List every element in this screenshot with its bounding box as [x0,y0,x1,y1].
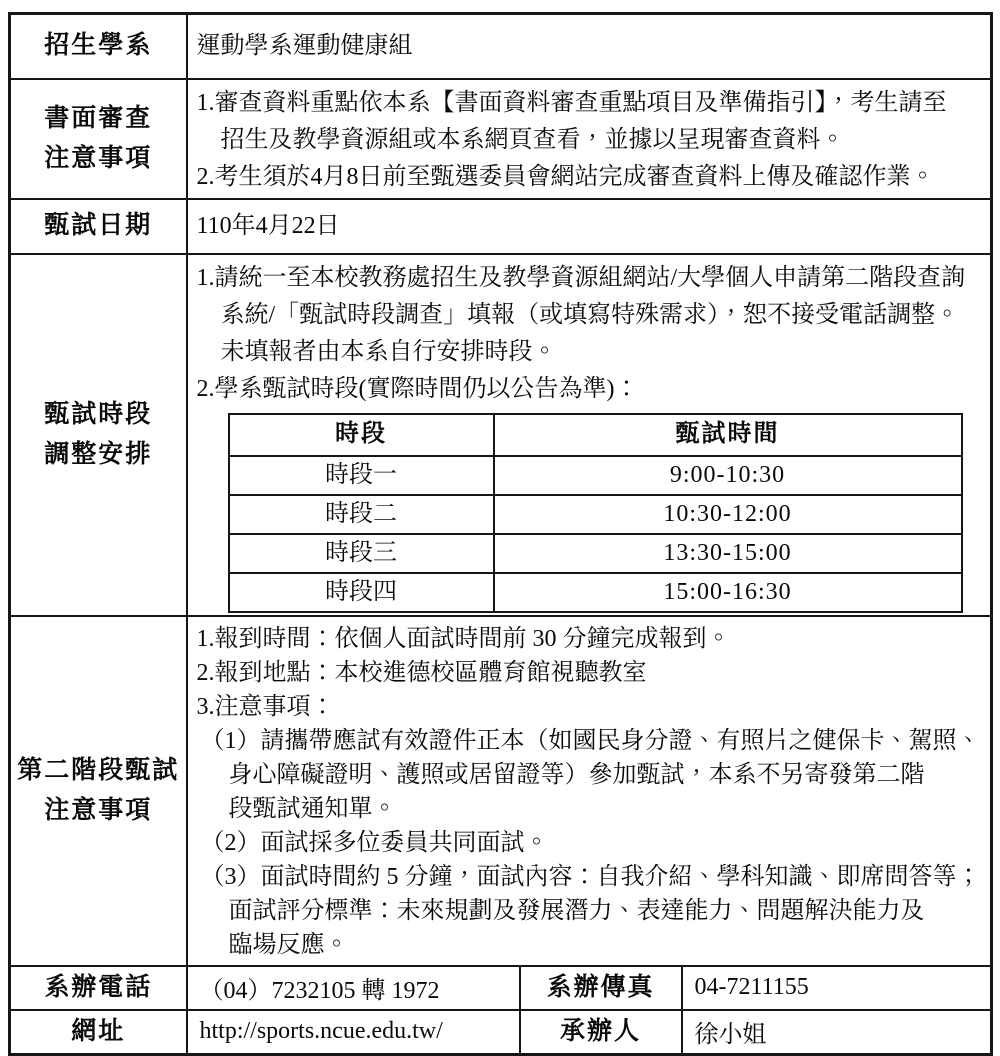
label-text: 甄試日期 [44,212,153,239]
label-text-line1: 甄試時段 [44,400,153,428]
label-office-phone [10,966,187,1010]
label-text: 系辦電話 [44,973,153,1001]
schedule-slot-name: 時段二 [229,495,494,534]
schedule-slot-time: 9:00-10:30 [494,456,962,495]
exam-date-text: 110年4月22日 [196,212,340,239]
label-text-line2: 注意事項 [44,144,153,172]
schedule-slot-name: 時段三 [229,534,494,573]
value-document-review-notes [187,79,992,199]
text-line: 1.審查資料重點依本系【書面資料審查重點項目及準備指引】，考生請至 [196,89,947,116]
text-line: 1.報到時間：依個人面試時間前 30 分鐘完成報到。 [196,625,731,652]
schedule-slot-time: 15:00-16:30 [494,573,962,612]
label-text-line2: 注意事項 [44,796,153,824]
label-text: 系辦傳真 [546,973,655,1001]
row-website-contact-person [10,1010,992,1055]
value-office-fax: 04-7211155 [682,966,992,1010]
value-website-url: http://sports.ncue.edu.tw/ [187,1010,520,1055]
admission-info-table [8,12,993,1056]
row-exam-date [10,199,992,254]
label-admission-department [10,14,187,79]
label-exam-session-arrangement [10,254,187,616]
text-line: 系統/「甄試時段調查」填報（或填寫特殊需求），恕不接受電話調整。 [220,301,960,328]
label-text-line2: 調整安排 [44,440,153,468]
row-admission-department [10,14,992,79]
row-exam-session-arrangement [10,254,992,616]
value-second-stage-notes [187,616,992,966]
text-line: 1.請統一至本校教務處招生及教學資源組網站/大學個人申請第二階段查詢 [196,264,966,291]
value-exam-date [187,199,992,254]
text-line: 3.注意事項： [196,693,335,720]
schedule-row [229,573,962,612]
label-text: 承辦人 [559,1017,641,1045]
schedule-row [229,456,962,495]
text-line: 2.報到地點：本校進德校區體育館視聽教室 [196,659,647,686]
value-exam-session-arrangement [187,254,992,616]
text-line: （2）面試採多位委員共同面試。 [200,829,549,856]
row-document-review-notes [10,79,992,199]
exam-schedule-table [228,413,963,613]
department-name-text: 運動學系運動健康組 [196,32,413,59]
value-contact-person: 徐小姐 [682,1010,992,1055]
label-second-stage-notes [10,616,187,966]
text-line: 2.學系甄試時段(實際時間仍以公告為準)： [196,375,639,402]
schedule-header-time: 甄試時間 [494,414,962,456]
text-line: 身心障礙證明、護照或居留證等）參加甄試，本系不另寄發第二階 [228,761,925,788]
label-contact-person [520,1010,682,1055]
row-second-stage-notes [10,616,992,966]
label-text-line1: 書面審查 [44,104,153,132]
label-office-fax [520,966,682,1010]
schedule-header-row [229,414,962,456]
label-website [10,1010,187,1055]
label-text: 網址 [71,1017,126,1045]
text-line: 面試評分標準：未來規劃及發展潛力、表達能力、問題解決能力及 [228,897,925,924]
label-text-line1: 第二階段甄試 [17,756,180,784]
schedule-slot-time: 10:30-12:00 [494,495,962,534]
text-line: 2.考生須於4月8日前至甄選委員會網站完成審查資料上傳及確認作業。 [196,163,935,190]
value-office-phone: （04）7232105 轉 1972 [187,966,520,1010]
text-line: 未填報者由本系自行安排時段。 [220,338,557,365]
schedule-row [229,534,962,573]
schedule-row [229,495,962,534]
label-exam-date [10,199,187,254]
text-line: 招生及教學資源組或本系網頁查看，並據以呈現審查資料。 [220,126,845,153]
text-line: （1）請攜帶應試有效證件正本（如國民身分證、有照片之健保卡、駕照、 [200,727,981,754]
label-text: 招生學系 [44,32,153,60]
value-admission-department [187,14,992,79]
row-contact-phone-fax [10,966,992,1010]
label-document-review-notes [10,79,187,199]
schedule-header-slot: 時段 [229,414,494,456]
text-line: 臨場反應。 [228,931,349,958]
text-line: （3）面試時間約 5 分鐘，面試內容：自我介紹、學科知識、即席問答等； [200,863,981,890]
schedule-slot-time: 13:30-15:00 [494,534,962,573]
schedule-slot-name: 時段一 [229,456,494,495]
schedule-slot-name: 時段四 [229,573,494,612]
text-line: 段甄試通知單。 [228,795,397,822]
